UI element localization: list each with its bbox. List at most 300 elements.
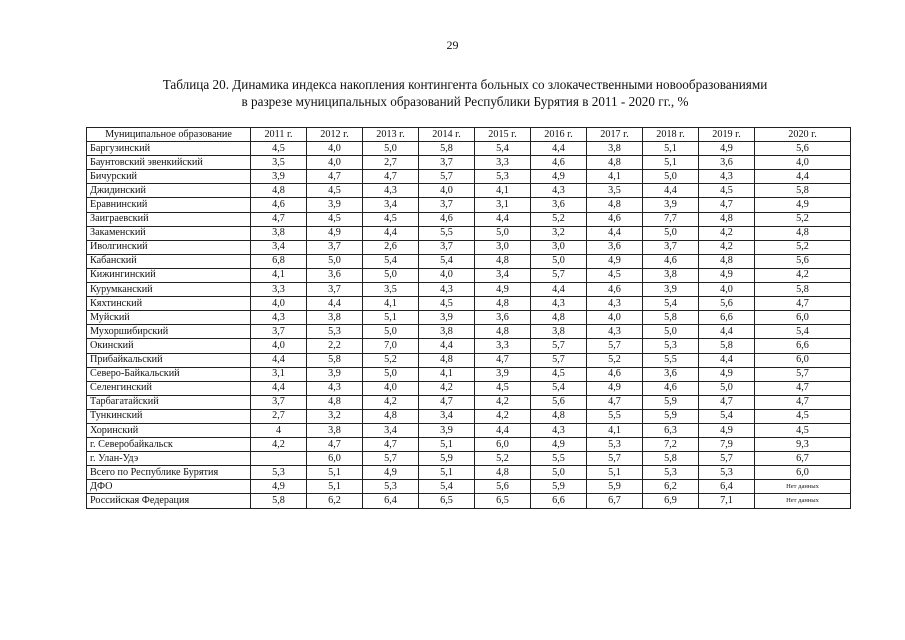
table-cell: 3,5 xyxy=(363,283,419,297)
table-cell: 4,4 xyxy=(251,381,307,395)
table-cell: 4,8 xyxy=(475,297,531,311)
row-label: Джидинский xyxy=(87,184,251,198)
table-row xyxy=(87,156,851,170)
table-cell: 4,6 xyxy=(587,212,643,226)
table-cell: 7,0 xyxy=(363,339,419,353)
table-cell: 5,7 xyxy=(531,339,587,353)
table-row xyxy=(87,311,851,325)
table-cell: 5,0 xyxy=(363,367,419,381)
table-cell: 5,0 xyxy=(363,325,419,339)
table-cell: 4,3 xyxy=(307,381,363,395)
table-cell: 3,3 xyxy=(251,283,307,297)
table-cell: 4,3 xyxy=(531,297,587,311)
table-cell: 4,8 xyxy=(475,466,531,480)
table-cell: 4,9 xyxy=(475,283,531,297)
table-cell: 5,2 xyxy=(475,452,531,466)
table-cell: 5,0 xyxy=(531,254,587,268)
table-cell: 3,5 xyxy=(251,156,307,170)
table-row xyxy=(87,170,851,184)
table-cell: 6,9 xyxy=(643,494,699,508)
table-cell: 5,7 xyxy=(755,367,851,381)
table-cell: 3,7 xyxy=(307,240,363,254)
table-body xyxy=(87,142,851,508)
table-row xyxy=(87,198,851,212)
table-cell: 5,2 xyxy=(587,353,643,367)
table-cell: 4,4 xyxy=(475,423,531,437)
table-cell: 6,0 xyxy=(755,466,851,480)
table-cell: 5,4 xyxy=(419,254,475,268)
table-cell: 4,6 xyxy=(587,367,643,381)
table-cell: 4,4 xyxy=(755,170,851,184)
table-row xyxy=(87,184,851,198)
table-cell: 4,0 xyxy=(755,156,851,170)
table-cell: 3,8 xyxy=(643,268,699,282)
table-cell: 3,3 xyxy=(475,339,531,353)
table-cell: 3,7 xyxy=(419,156,475,170)
table-cell: 5,2 xyxy=(755,212,851,226)
table-cell: 5,7 xyxy=(699,452,755,466)
row-label: ДФО xyxy=(87,480,251,494)
table-cell: 5,4 xyxy=(363,254,419,268)
table-cell: 4,8 xyxy=(587,156,643,170)
table-cell: 3,8 xyxy=(531,325,587,339)
table-cell: 5,9 xyxy=(643,409,699,423)
table-cell: 3,1 xyxy=(475,198,531,212)
table-cell: 4,5 xyxy=(755,409,851,423)
table-cell: 5,3 xyxy=(363,480,419,494)
table-cell: 3,0 xyxy=(531,240,587,254)
row-label: г. Улан-Удэ xyxy=(87,452,251,466)
table-cell: 4,5 xyxy=(475,381,531,395)
table-cell: 3,8 xyxy=(251,226,307,240)
table-cell: 4 xyxy=(251,423,307,437)
table-cell: 4,7 xyxy=(363,170,419,184)
table-cell: 4,7 xyxy=(307,170,363,184)
table-cell: 4,4 xyxy=(699,353,755,367)
table-cell: 4,0 xyxy=(587,311,643,325)
table-row xyxy=(87,254,851,268)
table-cell: 3,7 xyxy=(307,283,363,297)
table-cell: 5,1 xyxy=(419,438,475,452)
column-header-year: 2020 г. xyxy=(755,128,851,142)
table-cell: 3,8 xyxy=(419,325,475,339)
table-cell: 4,9 xyxy=(699,142,755,156)
table-cell: 6,2 xyxy=(307,494,363,508)
table-cell: 3,5 xyxy=(587,184,643,198)
table-cell: 7,2 xyxy=(643,438,699,452)
row-label: г. Северобайкальск xyxy=(87,438,251,452)
table-cell: 4,2 xyxy=(251,438,307,452)
table-cell: 5,8 xyxy=(699,339,755,353)
table-cell: 4,0 xyxy=(419,184,475,198)
table-cell: 4,9 xyxy=(755,198,851,212)
table-cell: 3,9 xyxy=(307,198,363,212)
column-header-year: 2011 г. xyxy=(251,128,307,142)
row-label: Селенгинский xyxy=(87,381,251,395)
table-cell: 4,2 xyxy=(699,240,755,254)
table-cell: 4,6 xyxy=(587,283,643,297)
table-cell: 4,9 xyxy=(699,268,755,282)
table-cell: 4,9 xyxy=(251,480,307,494)
table-cell: 4,8 xyxy=(475,254,531,268)
table-row xyxy=(87,240,851,254)
table-cell: 3,4 xyxy=(251,240,307,254)
table-cell: 4,0 xyxy=(251,297,307,311)
table-row xyxy=(87,325,851,339)
column-header-year: 2013 г. xyxy=(363,128,419,142)
table-cell: 6,6 xyxy=(755,339,851,353)
table-cell: 4,9 xyxy=(531,170,587,184)
table-cell: 3,8 xyxy=(307,311,363,325)
table-cell: 4,4 xyxy=(531,283,587,297)
table-cell: 4,8 xyxy=(475,325,531,339)
table-cell: 3,6 xyxy=(531,198,587,212)
table-cell: 4,7 xyxy=(363,438,419,452)
table-cell: 5,1 xyxy=(643,156,699,170)
table-cell: 5,9 xyxy=(587,480,643,494)
table-cell: 6,7 xyxy=(755,452,851,466)
table-cell: 5,6 xyxy=(755,254,851,268)
table-cell: 4,3 xyxy=(531,423,587,437)
row-label: Иволгинский xyxy=(87,240,251,254)
table-cell: 3,6 xyxy=(643,367,699,381)
table-cell: 5,9 xyxy=(643,395,699,409)
table-cell: 6,6 xyxy=(531,494,587,508)
page-number: 29 xyxy=(446,38,459,52)
table-cell: 4,8 xyxy=(307,395,363,409)
table-cell: 4,9 xyxy=(699,367,755,381)
table-cell: 4,4 xyxy=(251,353,307,367)
table-cell: 5,3 xyxy=(251,466,307,480)
table-cell: 4,3 xyxy=(363,184,419,198)
table-cell: 4,5 xyxy=(419,297,475,311)
table-cell: 3,4 xyxy=(419,409,475,423)
table-cell: 5,0 xyxy=(643,325,699,339)
table-cell: 4,8 xyxy=(531,409,587,423)
table-row xyxy=(87,494,851,508)
table-cell: 4,7 xyxy=(419,395,475,409)
table-cell: 3,4 xyxy=(363,423,419,437)
table-cell: 4,9 xyxy=(699,423,755,437)
table-cell: 3,6 xyxy=(475,311,531,325)
table-row xyxy=(87,268,851,282)
table-cell: 5,0 xyxy=(363,142,419,156)
table-cell: 3,3 xyxy=(475,156,531,170)
table-cell: 3,0 xyxy=(475,240,531,254)
row-label: Всего по Республике Бурятия xyxy=(87,466,251,480)
table-cell: 3,6 xyxy=(307,268,363,282)
table-cell: 6,0 xyxy=(755,353,851,367)
table-cell: 5,1 xyxy=(419,466,475,480)
table-cell: 5,0 xyxy=(363,268,419,282)
table-cell: 6,4 xyxy=(699,480,755,494)
row-label: Кижингинский xyxy=(87,268,251,282)
row-label: Северо-Байкальский xyxy=(87,367,251,381)
table-cell: 6,5 xyxy=(475,494,531,508)
table-header-row xyxy=(87,128,851,142)
table-row xyxy=(87,381,851,395)
table-cell: 4,1 xyxy=(475,184,531,198)
table-cell: 3,7 xyxy=(419,240,475,254)
table-caption-line-1: Таблица 20. Динамика индекса накопления контингента больных со злокачественными новообразованиями xyxy=(162,77,768,92)
table-cell: 3,7 xyxy=(643,240,699,254)
row-label: Хоринский xyxy=(87,423,251,437)
table-cell: Нет данных xyxy=(755,494,851,508)
table-cell: 4,3 xyxy=(531,184,587,198)
table-row xyxy=(87,339,851,353)
table-cell: 4,7 xyxy=(755,381,851,395)
table-cell: 3,8 xyxy=(307,423,363,437)
table-cell: 4,8 xyxy=(419,353,475,367)
row-label: Прибайкальский xyxy=(87,353,251,367)
table-cell: 3,6 xyxy=(587,240,643,254)
table-cell: 4,0 xyxy=(419,268,475,282)
table-cell: 6,8 xyxy=(251,254,307,268)
table-caption xyxy=(60,76,870,110)
table-cell: 4,2 xyxy=(475,409,531,423)
table-cell: 3,4 xyxy=(363,198,419,212)
table-row xyxy=(87,212,851,226)
table-cell: 3,9 xyxy=(475,367,531,381)
table-cell: 5,1 xyxy=(643,142,699,156)
table-cell: 5,5 xyxy=(643,353,699,367)
table-cell: 4,0 xyxy=(307,156,363,170)
row-label: Российская Федерация xyxy=(87,494,251,508)
data-table xyxy=(86,127,851,509)
table-cell: 4,8 xyxy=(587,198,643,212)
table-caption-line-2: в разрезе муниципальных образований Республики Бурятия в 2011 - 2020 гг., % xyxy=(241,94,689,109)
table-row xyxy=(87,466,851,480)
table-cell: 6,7 xyxy=(587,494,643,508)
table-cell: 6,0 xyxy=(755,311,851,325)
table-cell: 5,3 xyxy=(699,466,755,480)
table-cell: 9,3 xyxy=(755,438,851,452)
table-cell: 4,8 xyxy=(363,409,419,423)
table-cell: 5,7 xyxy=(419,170,475,184)
table-cell: 4,7 xyxy=(755,395,851,409)
table-cell: 5,2 xyxy=(755,240,851,254)
table-cell: 4,1 xyxy=(251,268,307,282)
table-cell: 4,4 xyxy=(531,142,587,156)
column-header-year: 2014 г. xyxy=(419,128,475,142)
table-cell: 5,0 xyxy=(475,226,531,240)
table-cell: 4,6 xyxy=(419,212,475,226)
table-cell: 5,9 xyxy=(531,480,587,494)
table-cell: 4,2 xyxy=(475,395,531,409)
table-cell: 4,6 xyxy=(251,198,307,212)
table-cell: 5,8 xyxy=(643,311,699,325)
row-label: Заиграевский xyxy=(87,212,251,226)
table-cell: 4,8 xyxy=(531,311,587,325)
table-cell: 5,5 xyxy=(531,452,587,466)
table-cell: 2,2 xyxy=(307,339,363,353)
table-cell: 2,7 xyxy=(251,409,307,423)
table-cell: 4,5 xyxy=(755,423,851,437)
table-cell: 4,9 xyxy=(307,226,363,240)
table-cell: 4,4 xyxy=(475,212,531,226)
table-cell: 5,1 xyxy=(307,466,363,480)
table-cell: 7,7 xyxy=(643,212,699,226)
table-cell: 5,3 xyxy=(307,325,363,339)
table-cell: 3,4 xyxy=(475,268,531,282)
table-cell: 5,8 xyxy=(251,494,307,508)
column-header-municipality: Муниципальное образование xyxy=(87,128,251,142)
table-row xyxy=(87,142,851,156)
table-cell: 6,3 xyxy=(643,423,699,437)
table-cell: 5,5 xyxy=(419,226,475,240)
table-cell: 4,1 xyxy=(419,367,475,381)
table-cell: 4,6 xyxy=(531,156,587,170)
table-cell: 3,9 xyxy=(251,170,307,184)
table-cell: 3,7 xyxy=(251,325,307,339)
table-row xyxy=(87,297,851,311)
table-cell: 4,0 xyxy=(251,339,307,353)
table-cell: 5,4 xyxy=(419,480,475,494)
column-header-year: 2012 г. xyxy=(307,128,363,142)
table-cell: 7,1 xyxy=(699,494,755,508)
table-cell: 3,2 xyxy=(307,409,363,423)
row-label: Тункинский xyxy=(87,409,251,423)
table-cell: 3,9 xyxy=(643,283,699,297)
table-cell: 5,3 xyxy=(643,339,699,353)
table-cell: 5,8 xyxy=(643,452,699,466)
row-label: Тарбагатайский xyxy=(87,395,251,409)
table-cell: 4,2 xyxy=(363,395,419,409)
table-cell: 4,4 xyxy=(363,226,419,240)
table-cell xyxy=(251,452,307,466)
table-cell: 3,9 xyxy=(419,423,475,437)
table-cell: 4,3 xyxy=(251,311,307,325)
row-label: Курумканский xyxy=(87,283,251,297)
table-cell: 5,1 xyxy=(587,466,643,480)
table-cell: 2,6 xyxy=(363,240,419,254)
table-cell: 4,5 xyxy=(307,184,363,198)
table-cell: 4,5 xyxy=(699,184,755,198)
table-cell: 5,1 xyxy=(363,311,419,325)
row-label: Мухоршибирский xyxy=(87,325,251,339)
column-header-year: 2016 г. xyxy=(531,128,587,142)
table-row xyxy=(87,283,851,297)
table-cell: 4,1 xyxy=(363,297,419,311)
table-cell: 6,4 xyxy=(363,494,419,508)
row-label: Баргузинский xyxy=(87,142,251,156)
table-cell: 4,3 xyxy=(419,283,475,297)
table-cell: 6,6 xyxy=(699,311,755,325)
table-cell: 4,8 xyxy=(251,184,307,198)
table-cell: 4,5 xyxy=(363,212,419,226)
table-cell: 5,0 xyxy=(699,381,755,395)
table-cell: 5,1 xyxy=(307,480,363,494)
table-cell: 6,5 xyxy=(419,494,475,508)
table-cell: 4,2 xyxy=(419,381,475,395)
table-cell: 4,8 xyxy=(699,212,755,226)
table-cell: 4,4 xyxy=(587,226,643,240)
table-cell: 4,3 xyxy=(699,170,755,184)
table-cell: 4,9 xyxy=(363,466,419,480)
table-row xyxy=(87,395,851,409)
table-row xyxy=(87,423,851,437)
row-label: Еравнинский xyxy=(87,198,251,212)
table-cell: 4,4 xyxy=(307,297,363,311)
table-cell: 5,8 xyxy=(755,184,851,198)
table-cell: 5,3 xyxy=(587,438,643,452)
table-cell: 5,0 xyxy=(643,170,699,184)
table-cell: 4,2 xyxy=(755,268,851,282)
table-cell: 3,7 xyxy=(251,395,307,409)
table-cell: 4,7 xyxy=(307,438,363,452)
row-label: Кабанский xyxy=(87,254,251,268)
table-cell: 2,7 xyxy=(363,156,419,170)
table-cell: 5,8 xyxy=(755,283,851,297)
row-label: Муйский xyxy=(87,311,251,325)
table-cell: 4,6 xyxy=(643,381,699,395)
column-header-year: 2018 г. xyxy=(643,128,699,142)
table-cell: 4,9 xyxy=(531,438,587,452)
table-cell: 5,5 xyxy=(587,409,643,423)
column-header-year: 2019 г. xyxy=(699,128,755,142)
table-cell: 4,6 xyxy=(643,254,699,268)
table-cell: 3,2 xyxy=(531,226,587,240)
table-cell: 4,4 xyxy=(419,339,475,353)
table-cell: 4,8 xyxy=(755,226,851,240)
table-cell: 3,7 xyxy=(419,198,475,212)
table-cell: 5,7 xyxy=(363,452,419,466)
table-cell: 4,5 xyxy=(251,142,307,156)
table-cell: 4,7 xyxy=(587,395,643,409)
table-cell: 5,7 xyxy=(587,339,643,353)
table-cell: 5,0 xyxy=(531,466,587,480)
table-cell: 4,2 xyxy=(699,226,755,240)
table-cell: 4,4 xyxy=(699,325,755,339)
table-cell: 4,7 xyxy=(699,395,755,409)
table-cell: 4,9 xyxy=(587,381,643,395)
table-row xyxy=(87,226,851,240)
table-row xyxy=(87,438,851,452)
table-cell: 5,6 xyxy=(475,480,531,494)
table-cell: 5,4 xyxy=(643,297,699,311)
table-cell: 5,6 xyxy=(699,297,755,311)
table-cell: 3,6 xyxy=(699,156,755,170)
row-label: Баунтовский эвенкийский xyxy=(87,156,251,170)
table-cell: 5,2 xyxy=(531,212,587,226)
table-cell: Нет данных xyxy=(755,480,851,494)
table-row xyxy=(87,480,851,494)
table-cell: 4,9 xyxy=(587,254,643,268)
column-header-year: 2017 г. xyxy=(587,128,643,142)
table-cell: 5,6 xyxy=(755,142,851,156)
table-cell: 4,5 xyxy=(307,212,363,226)
table-row xyxy=(87,409,851,423)
table-cell: 4,7 xyxy=(251,212,307,226)
table-cell: 4,8 xyxy=(699,254,755,268)
table-cell: 5,6 xyxy=(531,395,587,409)
table-cell: 4,7 xyxy=(699,198,755,212)
table-cell: 4,4 xyxy=(643,184,699,198)
table-cell: 3,9 xyxy=(307,367,363,381)
table-cell: 4,3 xyxy=(587,325,643,339)
table-cell: 5,4 xyxy=(475,142,531,156)
table-cell: 7,9 xyxy=(699,438,755,452)
table-cell: 5,3 xyxy=(643,466,699,480)
table-cell: 4,5 xyxy=(531,367,587,381)
table-cell: 4,0 xyxy=(363,381,419,395)
table-cell: 5,2 xyxy=(363,353,419,367)
table-cell: 5,3 xyxy=(475,170,531,184)
table-cell: 4,7 xyxy=(475,353,531,367)
row-label: Закаменский xyxy=(87,226,251,240)
table-cell: 4,0 xyxy=(307,142,363,156)
row-label: Кяхтинский xyxy=(87,297,251,311)
